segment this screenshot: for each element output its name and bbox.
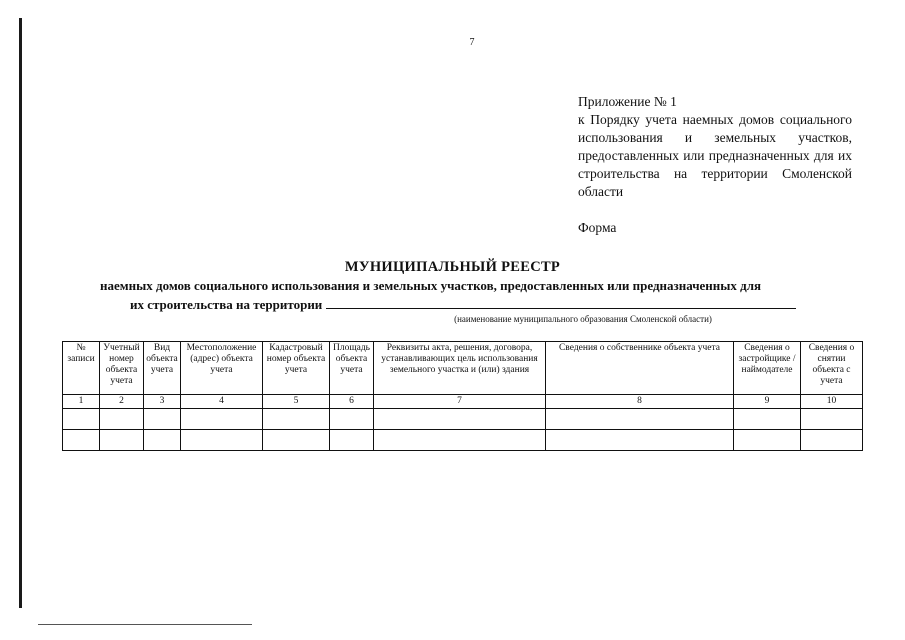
header-cell: Кадастровый номер объекта учета: [263, 342, 330, 395]
empty-cell: [181, 409, 263, 430]
empty-cell: [63, 430, 100, 451]
municipality-fill-line: [326, 295, 796, 309]
form-label: Форма: [578, 220, 617, 235]
empty-cell: [263, 409, 330, 430]
column-number-cell: 1: [63, 395, 100, 409]
empty-cell: [734, 430, 801, 451]
registry-subtitle-line1: наемных домов социального использования и земельных участков, предоставленных или предназначенных для: [100, 278, 762, 293]
header-cell: Площадь объекта учета: [330, 342, 374, 395]
empty-cell: [100, 409, 144, 430]
empty-cell: [801, 430, 863, 451]
table-row-empty: [63, 430, 863, 451]
page-number: 7: [469, 37, 475, 48]
empty-cell: [144, 430, 181, 451]
column-number-cell: 6: [330, 395, 374, 409]
registry-table: [62, 341, 863, 451]
registry-subtitle-line2-text: их строительства на территории: [130, 297, 323, 312]
header-cell: Учетный номер объекта учета: [100, 342, 144, 395]
empty-cell: [63, 409, 100, 430]
column-number-cell: 8: [546, 395, 734, 409]
header-cell: Местоположение (адрес) объекта учета: [181, 342, 263, 395]
table-header-row: [63, 342, 863, 395]
appendix-body: к Порядку учета наемных домов социального использования и земельных участков, предоставленных или предназначенных для их строительства на территории Смоленской области: [578, 112, 852, 199]
header-cell: № записи: [63, 342, 100, 395]
column-number-cell: 3: [144, 395, 181, 409]
fill-line-caption: (наименование муниципального образования Смоленской области): [454, 314, 712, 324]
scan-edge-bottom: [38, 624, 252, 625]
column-number-cell: 9: [734, 395, 801, 409]
scan-edge-left: [19, 18, 22, 608]
empty-cell: [374, 409, 546, 430]
header-cell: Вид объекта учета: [144, 342, 181, 395]
registry-title: МУНИЦИПАЛЬНЫЙ РЕЕСТР: [344, 259, 561, 275]
column-number-cell: 10: [801, 395, 863, 409]
column-number-cell: 2: [100, 395, 144, 409]
empty-cell: [801, 409, 863, 430]
empty-cell: [144, 409, 181, 430]
empty-cell: [330, 409, 374, 430]
table-row-empty: [63, 409, 863, 430]
header-cell: Сведения о собственнике объекта учета: [546, 342, 734, 395]
empty-cell: [100, 430, 144, 451]
column-number-row: [63, 395, 863, 409]
header-cell: Сведения о снятии объекта с учета: [801, 342, 863, 395]
empty-cell: [181, 430, 263, 451]
empty-cell: [546, 409, 734, 430]
registry-subtitle-line2: [130, 295, 830, 313]
empty-cell: [546, 430, 734, 451]
column-number-cell: 4: [181, 395, 263, 409]
column-number-cell: 7: [374, 395, 546, 409]
empty-cell: [734, 409, 801, 430]
empty-cell: [263, 430, 330, 451]
empty-cell: [330, 430, 374, 451]
column-number-cell: 5: [263, 395, 330, 409]
empty-cell: [374, 430, 546, 451]
header-cell: Реквизиты акта, решения, договора, устанавливающих цель использования земельного участка и (или) здания: [374, 342, 546, 395]
appendix-title: Приложение № 1: [578, 94, 677, 109]
appendix-block: [578, 93, 852, 237]
header-cell: Сведения о застройщике / наймодателе: [734, 342, 801, 395]
